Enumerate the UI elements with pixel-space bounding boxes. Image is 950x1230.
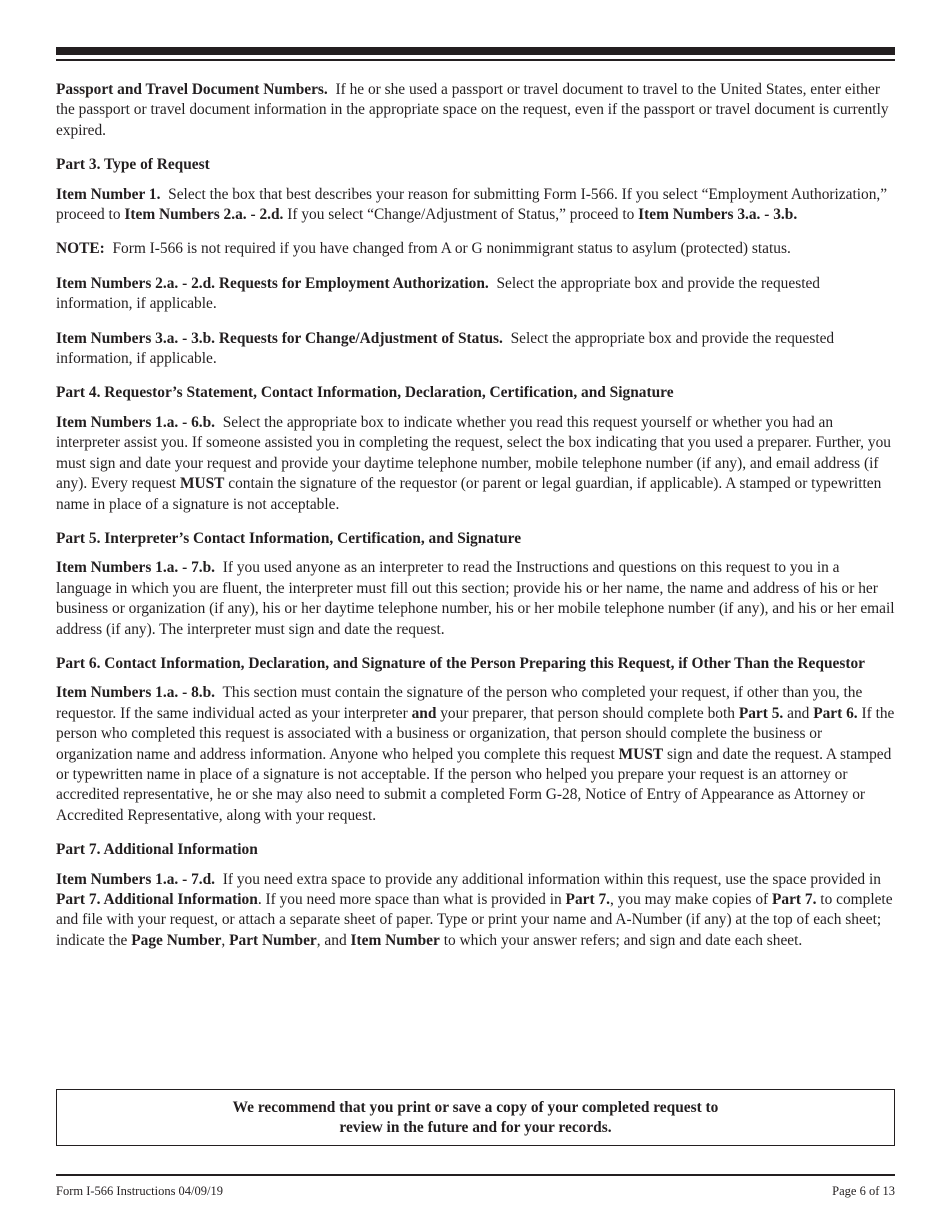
part7-item-number: Item Number <box>350 931 440 949</box>
part7-ref1: Part 7. Additional Information <box>56 891 258 908</box>
instructions-body <box>56 80 895 965</box>
part5-text: If you used anyone as an interpreter to read the Instructions and questions on this request to you in a language in which you are fluent, the interpreter must fill out this section; provide his or her name, the name and address of his or her business or organization (if any), his or her daytime telephone number, his or her mobile telephone number (if any), and his or her email address (if any). The interpreter must sign and date the request. <box>56 559 895 638</box>
part6-text5: sign and date the request. A stamped or typewritten name in place of a signature is not acceptable. If the person who helped you prepare your request is an attorney or accredited representative, he or she may also need to submit a completed Form G-28, Notice of Entry of Appearance as Attorney or Accredited Representative, along with your request. <box>56 745 892 824</box>
part4-must: MUST <box>179 475 225 493</box>
part7-text1: If you need extra space to provide any additional information within this request, use the space provided in <box>222 870 881 888</box>
part7-page-number: Page Number <box>131 931 222 949</box>
part3-item1-text2: If you select “Change/Adjustment of Status,” proceed to <box>283 206 639 224</box>
part5-paragraph <box>56 558 895 640</box>
part5-heading: Part 5. Interpreter’s Contact Information, Certification, and Signature <box>56 529 522 547</box>
part4-item-label: Item Numbers 1.a. - 6.b. <box>56 413 216 431</box>
document-page <box>56 0 895 1230</box>
part7-item-label: Item Numbers 1.a. - 7.d. <box>56 870 216 888</box>
note-label: NOTE: <box>56 240 105 258</box>
footer-page-number: Page 6 of 13 <box>832 1184 895 1198</box>
part7-heading: Part 7. Additional Information <box>56 841 258 859</box>
part7-part-number: Part Number <box>229 931 317 949</box>
part7-text2: . If you need more space than what is provided in <box>257 891 566 908</box>
part3-heading: Part 3. Type of Request <box>56 156 210 174</box>
part4-text2: contain the signature of the requestor (or parent or legal guardian, if applicable). A stamped or typewritten name in place of a signature is not acceptable. <box>56 475 882 513</box>
part3-item1-ref1: Item Numbers 2.a. - 2.d. <box>124 206 284 224</box>
part6-text4: If the person who completed this request is associated with a business or organization, that person should complete the business or organization name and address information. Anyone who helped you complete this request <box>56 704 895 763</box>
part6-must: MUST <box>618 745 664 763</box>
footer-form-id: Form I-566 Instructions 04/09/19 <box>56 1184 224 1198</box>
part7-text6: , and <box>316 931 351 949</box>
part3-item1-label: Item Number 1. <box>56 185 161 203</box>
part6-text3: and <box>783 704 814 722</box>
part4-paragraph <box>56 413 895 515</box>
part3-item2-paragraph <box>56 274 895 315</box>
part4-heading: Part 4. Requestor’s Statement, Contact Information, Declaration, Certification, and Signature <box>56 384 674 402</box>
passport-paragraph <box>56 80 895 141</box>
passport-heading: Passport and Travel Document Numbers. <box>56 81 328 98</box>
recommendation-box <box>56 1089 895 1146</box>
part3-item2-label: Item Numbers 2.a. - 2.d. Requests for Employment Authorization. <box>56 274 489 292</box>
part6-text1: This section must contain the signature of the person who completed your request, if other than you, the requestor. If the same individual acted as your interpreter <box>56 684 863 722</box>
part6-text2: your preparer, that person should complete both <box>436 704 739 722</box>
part6-ref-part5: Part 5. <box>738 704 784 722</box>
part6-item-label: Item Numbers 1.a. - 8.b. <box>56 684 216 702</box>
part3-item2-text: Select the appropriate box and provide the requested information, if applicable. <box>56 274 820 313</box>
part7-text7: to which your answer refers; and sign and date each sheet. <box>439 931 803 949</box>
part3-note-paragraph <box>56 239 895 259</box>
part6-ref-part6: Part 6. <box>813 704 858 722</box>
part7-text3: , you may make copies of <box>610 891 772 908</box>
part7-ref2: Part 7. <box>565 891 610 908</box>
part3-item3-label: Item Numbers 3.a. - 3.b. Requests for Change/Adjustment of Status. <box>56 329 503 347</box>
part3-item1-paragraph <box>56 185 895 226</box>
part7-paragraph <box>56 870 895 952</box>
part6-and: and <box>411 704 437 722</box>
part3-item3-paragraph <box>56 329 895 370</box>
passport-text: If he or she used a passport or travel document to travel to the United States, enter either the passport or travel document information in the appropriate space on the request, even if the passport or travel document is currently expired. <box>56 81 889 139</box>
header-rule-thick <box>56 47 895 55</box>
recommendation-line2: review in the future and for your records. <box>339 1119 612 1137</box>
part6-heading: Part 6. Contact Information, Declaration, and Signature of the Person Preparing this Request, if Other Than the Requestor <box>56 654 865 672</box>
note-text: Form I-566 is not required if you have changed from A or G nonimmigrant status to asylum (protected) status. <box>112 240 791 258</box>
part4-text1: Select the appropriate box to indicate whether you read this request yourself or whether you had an interpreter assist you. If someone assisted you in completing the request, select the box indicating that you used a preparer. Further, you must sign and date your request and provide your daytime telephone number, mobile telephone number (if any), and email address (if any). Every request <box>56 413 891 493</box>
recommendation-line1: We recommend that you print or save a copy of your completed request to <box>232 1099 719 1116</box>
footer-rule <box>56 1174 895 1176</box>
part7-text4: to complete and file with your request, or attach a separate sheet of paper. Type or print your name and A-Number (if any) at the top of each sheet; indicate the <box>56 891 893 949</box>
part7-ref3: Part 7. <box>772 891 817 908</box>
part6-paragraph <box>56 683 895 826</box>
part3-item1-text1: Select the box that best describes your reason for submitting Form I-566. If you select “Employment Authorization,” proceed to <box>56 185 888 224</box>
part3-item3-text: Select the appropriate box and provide the requested information, if applicable. <box>56 329 835 368</box>
part5-item-label: Item Numbers 1.a. - 7.b. <box>56 559 216 577</box>
part3-item1-ref2: Item Numbers 3.a. - 3.b. <box>638 206 798 224</box>
header-rule-thin <box>56 59 895 61</box>
part7-text5: , <box>221 931 230 949</box>
